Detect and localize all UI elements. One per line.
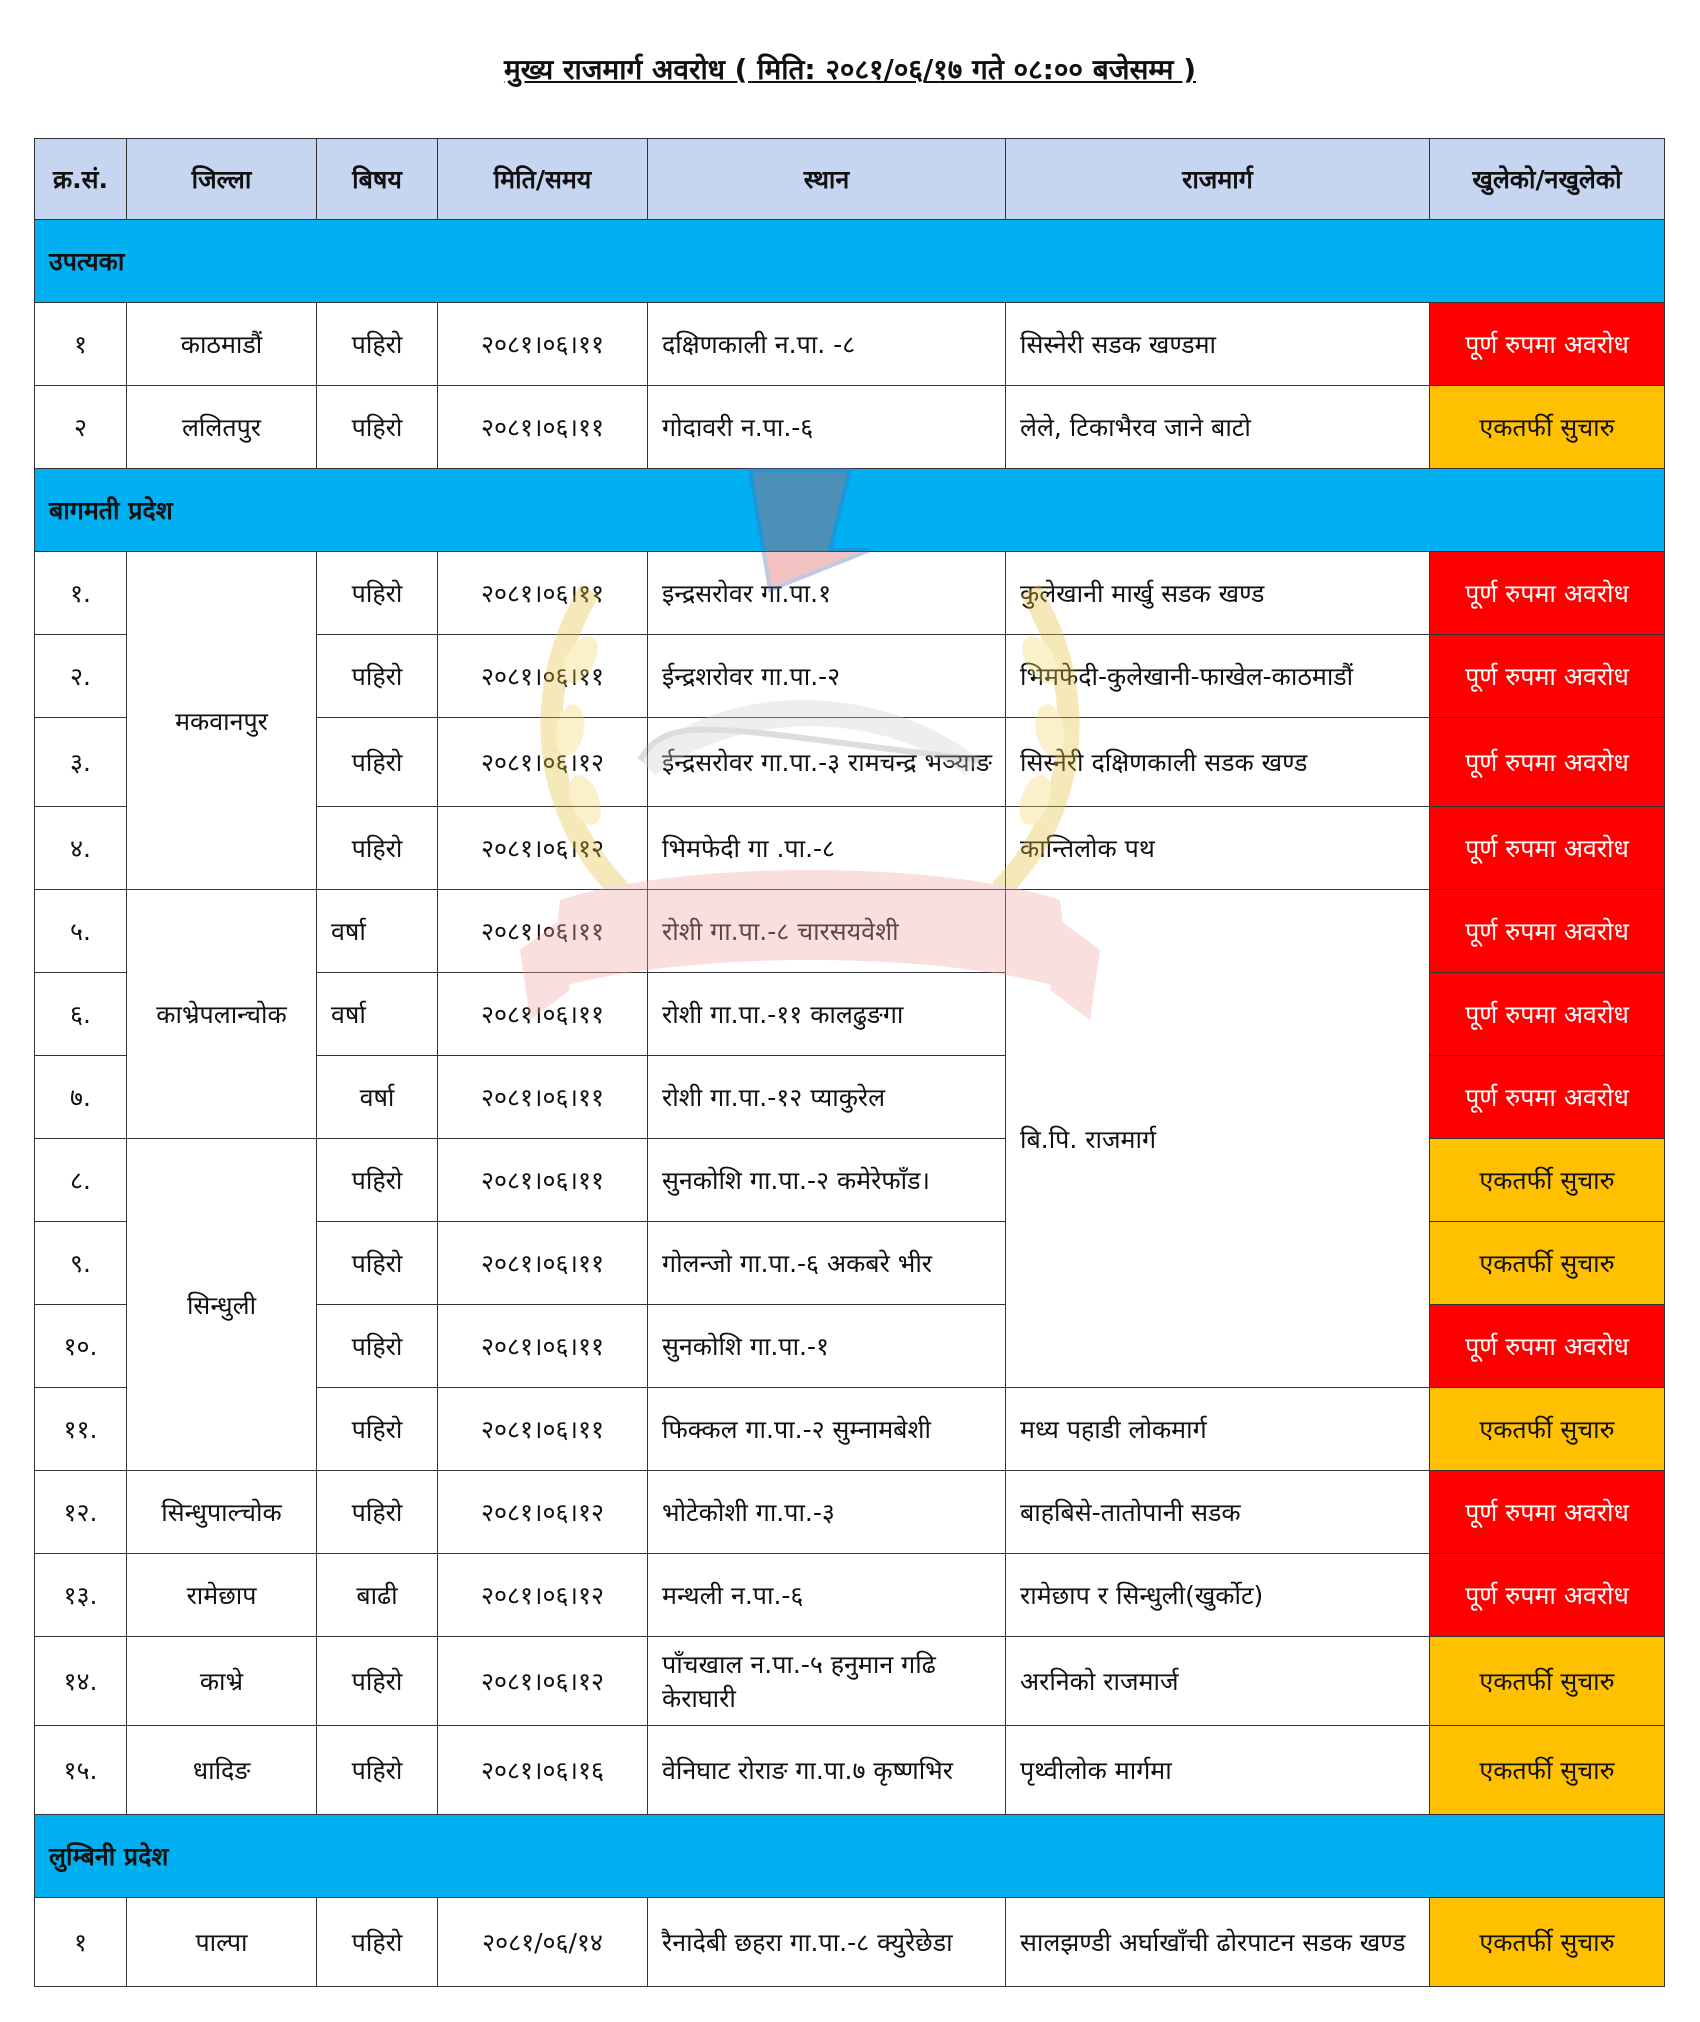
serial-cell: ५. [35,890,127,973]
district-cell: ललितपुर [127,386,317,469]
highway-cell: कुलेखानी मार्खु सडक खण्ड [1006,552,1430,635]
serial-cell: १२. [35,1471,127,1554]
serial-cell: ६. [35,973,127,1056]
subject-cell: पहिरो [317,1222,438,1305]
highway-cell: कान्तिलोक पथ [1006,807,1430,890]
subject-cell: पहिरो [317,807,438,890]
subject-cell: पहिरो [317,1471,438,1554]
section-row [35,469,1665,552]
date-cell: २०८१।०६।१२ [438,718,648,807]
status-badge: एकतर्फी सुचारु [1430,1388,1665,1471]
date-cell: २०८१/०६/१४ [438,1898,648,1987]
subject-cell: पहिरो [317,1139,438,1222]
date-cell: २०८१।०६।११ [438,1222,648,1305]
location-cell: गोदावरी न.पा.-६ [648,386,1006,469]
table-row [35,1554,1665,1637]
serial-cell: १०. [35,1305,127,1388]
district-cell: सिन्धुपाल्चोक [127,1471,317,1554]
highway-cell: बि.पि. राजमार्ग [1006,890,1430,1388]
district-cell: पाल्पा [127,1898,317,1987]
serial-cell: १. [35,552,127,635]
table-row [35,552,1665,635]
status-badge: पूर्ण रुपमा अवरोध [1430,303,1665,386]
district-cell: काठमाडौं [127,303,317,386]
location-cell: दक्षिणकाली न.पा. -८ [648,303,1006,386]
location-cell: भिमफेदी गा .पा.-८ [648,807,1006,890]
location-cell: भोटेकोशी गा.पा.-३ [648,1471,1006,1554]
location-cell: गोलन्जो गा.पा.-६ अकबरे भीर [648,1222,1006,1305]
date-cell: २०८१।०६।१२ [438,1637,648,1726]
date-cell: २०८१।०६।११ [438,890,648,973]
subject-cell: पहिरो [317,386,438,469]
date-cell: २०८१।०६।१२ [438,807,648,890]
location-cell: रोशी गा.पा.-११ कालढुङगा [648,973,1006,1056]
header-subject: बिषय [317,139,438,220]
district-cell: मकवानपुर [127,552,317,890]
subject-cell: पहिरो [317,303,438,386]
section-row [35,1815,1665,1898]
subject-cell: वर्षा [317,1056,438,1139]
header-status: खुलेको/नखुलेको [1430,139,1665,220]
date-cell: २०८१।०६।११ [438,552,648,635]
section-row [35,220,1665,303]
location-cell: रोशी गा.पा.-८ चारसयवेशी [648,890,1006,973]
section-title-bagmati: बागमती प्रदेश [35,469,1665,552]
serial-cell: २. [35,635,127,718]
date-cell: २०८१।०६।११ [438,1305,648,1388]
header-district: जिल्ला [127,139,317,220]
header-highway: राजमार्ग [1006,139,1430,220]
serial-cell: १ [35,1898,127,1987]
subject-cell: पहिरो [317,1388,438,1471]
status-badge: एकतर्फी सुचारु [1430,1898,1665,1987]
serial-cell: १ [35,303,127,386]
serial-cell: १४. [35,1637,127,1726]
highway-cell: मध्य पहाडी लोकमार्ग [1006,1388,1430,1471]
subject-cell: पहिरो [317,1726,438,1815]
table-header-row [35,139,1665,220]
serial-cell: ८. [35,1139,127,1222]
district-cell: रामेछाप [127,1554,317,1637]
date-cell: २०८१।०६।११ [438,386,648,469]
header-serial: क्र.सं. [35,139,127,220]
serial-cell: ११. [35,1388,127,1471]
status-badge: पूर्ण रुपमा अवरोध [1430,1056,1665,1139]
highway-cell: पृथ्वीलोक मार्गमा [1006,1726,1430,1815]
status-badge: पूर्ण रुपमा अवरोध [1430,890,1665,973]
section-title-lumbini: लुम्बिनी प्रदेश [35,1815,1665,1898]
status-badge: एकतर्फी सुचारु [1430,1637,1665,1726]
road-obstruction-table [34,138,1665,1987]
serial-cell: ७. [35,1056,127,1139]
highway-cell: सिस्नेरी दक्षिणकाली सडक खण्ड [1006,718,1430,807]
serial-cell: १३. [35,1554,127,1637]
highway-cell: लेले, टिकाभैरव जाने बाटो [1006,386,1430,469]
table-row [35,1898,1665,1987]
date-cell: २०८१।०६।११ [438,1139,648,1222]
status-badge: एकतर्फी सुचारु [1430,1222,1665,1305]
status-badge: पूर्ण रुपमा अवरोध [1430,635,1665,718]
serial-cell: २ [35,386,127,469]
highway-cell: बाहबिसे-तातोपानी सडक [1006,1471,1430,1554]
highway-cell: सालझण्डी अर्घाखाँची ढोरपाटन सडक खण्ड [1006,1898,1430,1987]
serial-cell: ९. [35,1222,127,1305]
table-row [35,303,1665,386]
date-cell: २०८१।०६।११ [438,635,648,718]
section-title-valley: उपत्यका [35,220,1665,303]
status-badge: पूर्ण रुपमा अवरोध [1430,973,1665,1056]
location-cell: वेनिघाट रोराङ गा.पा.७ कृष्णभिर [648,1726,1006,1815]
location-cell: सुनकोशि गा.पा.-१ [648,1305,1006,1388]
highway-cell: रामेछाप र सिन्धुली(खुर्कोट) [1006,1554,1430,1637]
subject-cell: पहिरो [317,1305,438,1388]
location-cell: ईन्द्रसरोवर गा.पा.-३ रामचन्द्र भञ्याङ [648,718,1006,807]
table-row [35,386,1665,469]
status-badge: पूर्ण रुपमा अवरोध [1430,718,1665,807]
status-badge: एकतर्फी सुचारु [1430,1139,1665,1222]
table-row [35,1726,1665,1815]
subject-cell: बाढी [317,1554,438,1637]
district-cell: सिन्धुली [127,1139,317,1471]
table-row [35,890,1665,973]
status-badge: पूर्ण रुपमा अवरोध [1430,552,1665,635]
status-badge: पूर्ण रुपमा अवरोध [1430,1305,1665,1388]
subject-cell: वर्षा [317,890,438,973]
highway-cell: अरनिको राजमार्ज [1006,1637,1430,1726]
subject-cell: पहिरो [317,1637,438,1726]
subject-cell: वर्षा [317,973,438,1056]
district-cell: काभ्रेपलान्चोक [127,890,317,1139]
location-cell: सुनकोशि गा.पा.-२ कमेरेफाँड। [648,1139,1006,1222]
status-badge: पूर्ण रुपमा अवरोध [1430,1554,1665,1637]
date-cell: २०८१।०६।१२ [438,1471,648,1554]
subject-cell: पहिरो [317,718,438,807]
status-badge: पूर्ण रुपमा अवरोध [1430,807,1665,890]
table-row [35,1471,1665,1554]
serial-cell: ४. [35,807,127,890]
subject-cell: पहिरो [317,1898,438,1987]
page-title: मुख्य राजमार्ग अवरोध ( मिति: २०८१/०६/१७ गते ०८:०० बजेसम्म ) [503,53,1197,86]
subject-cell: पहिरो [317,635,438,718]
district-cell: धादिङ [127,1726,317,1815]
highway-cell: सिस्नेरी सडक खण्डमा [1006,303,1430,386]
status-badge: एकतर्फी सुचारु [1430,386,1665,469]
serial-cell: १५. [35,1726,127,1815]
status-badge: एकतर्फी सुचारु [1430,1726,1665,1815]
highway-cell: भिमफेदी-कुलेखानी-फाखेल-काठमाडौं [1006,635,1430,718]
location-cell: रैनादेबी छहरा गा.पा.-८ क्युरेछेडा [648,1898,1006,1987]
date-cell: २०८१।०६।११ [438,303,648,386]
header-location: स्थान [648,139,1006,220]
location-cell: रोशी गा.पा.-१२ प्याकुरेल [648,1056,1006,1139]
district-cell: काभ्रे [127,1637,317,1726]
location-cell: पाँचखाल न.पा.-५ हनुमान गढि केराघारी [648,1637,1006,1726]
date-cell: २०८१।०६।११ [438,1388,648,1471]
date-cell: २०८१।०६।११ [438,973,648,1056]
date-cell: २०८१।०६।१६ [438,1726,648,1815]
date-cell: २०८१।०६।१२ [438,1554,648,1637]
location-cell: इन्द्रसरोवर गा.पा.१ [648,552,1006,635]
subject-cell: पहिरो [317,552,438,635]
header-datetime: मिति/समय [438,139,648,220]
status-badge: पूर्ण रुपमा अवरोध [1430,1471,1665,1554]
serial-cell: ३. [35,718,127,807]
location-cell: मन्थली न.पा.-६ [648,1554,1006,1637]
location-cell: ईन्द्रशरोवर गा.पा.-२ [648,635,1006,718]
location-cell: फिक्कल गा.पा.-२ सुम्नामबेशी [648,1388,1006,1471]
table-row [35,1637,1665,1726]
date-cell: २०८१।०६।११ [438,1056,648,1139]
